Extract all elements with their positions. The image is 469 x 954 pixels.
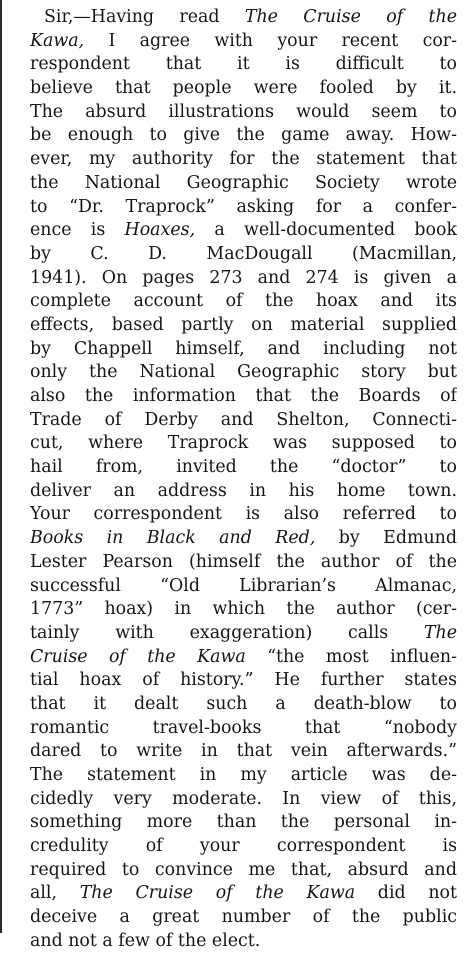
text-line: The statement in my article was de- [30, 765, 457, 785]
text-line: the National Geographic Society wrote [30, 172, 457, 193]
text-line: all, The Cruise of the Kawa did not [30, 883, 457, 904]
text-line: Your correspondent is also referred to [30, 504, 457, 525]
text-line: Cruise of the Kawa “the most influen- [30, 646, 457, 667]
text-line: be enough to give the game away. How- [30, 125, 457, 146]
text-line: 1773” hoax) in which the author (cer- [30, 599, 457, 620]
text-line: The absurd illustrations would seem to [30, 101, 457, 122]
text-line: Books in Black and Red, by Edmund [30, 528, 457, 549]
text-line: also the information that the Boards of [30, 386, 457, 406]
text-line: 1941). On pages 273 and 274 is given a [30, 267, 457, 288]
text-line: tial hoax of history.” He further states [30, 670, 457, 691]
text-line: successful “Old Librarian’s Almanac, [30, 575, 457, 596]
text-line: by Chappell himself, and including not [30, 338, 457, 359]
text-line: respondent that it is difficult to [30, 54, 457, 75]
text-line: that it dealt such a death-blow to [30, 693, 457, 714]
text-line: Lester Pearson (himself the author of the [30, 551, 457, 572]
text-line: cut, where Traprock was supposed to [30, 433, 457, 454]
text-line-last: and not a few of the elect. [30, 930, 261, 951]
text-line: required to convince me that, absurd and [30, 859, 457, 880]
text-line: ever, my authority for the statement that [30, 149, 457, 170]
text-line: ence is Hoaxes, a well-documented book [30, 220, 457, 241]
text-line: tainly with exaggeration) calls The [30, 622, 457, 643]
text-line: Sir,—Having read The Cruise of the [44, 7, 457, 27]
text-line: hail from, invited the “doctor” to [30, 457, 457, 478]
text-line: dared to write in that vein afterwards.” [30, 741, 457, 762]
text-line: by C. D. MacDougall (Macmillan, [30, 243, 457, 264]
text-line: romantic travel-books that “nobody [30, 717, 457, 738]
text-line: Trade of Derby and Shelton, Connecti- [30, 409, 457, 430]
text-line: cidedly very moderate. In view of this, [30, 788, 457, 809]
text-line: to “Dr. Traprock” asking for a confer- [30, 196, 457, 217]
text-line: believe that people were fooled by it. [30, 78, 457, 99]
text-line: credulity of your correspondent is [30, 836, 457, 857]
text-line: deceive a great number of the public [30, 907, 457, 928]
text-line: only the National Geographic story but [30, 362, 457, 383]
text-line: deliver an address in his home town. [30, 480, 457, 501]
text-line: effects, based partly on material supplied [30, 314, 457, 335]
text-line: complete account of the hoax and its [30, 291, 457, 312]
text-line: something more than the personal in- [30, 812, 457, 833]
text-line: Kawa, I agree with your recent cor- [30, 30, 457, 51]
